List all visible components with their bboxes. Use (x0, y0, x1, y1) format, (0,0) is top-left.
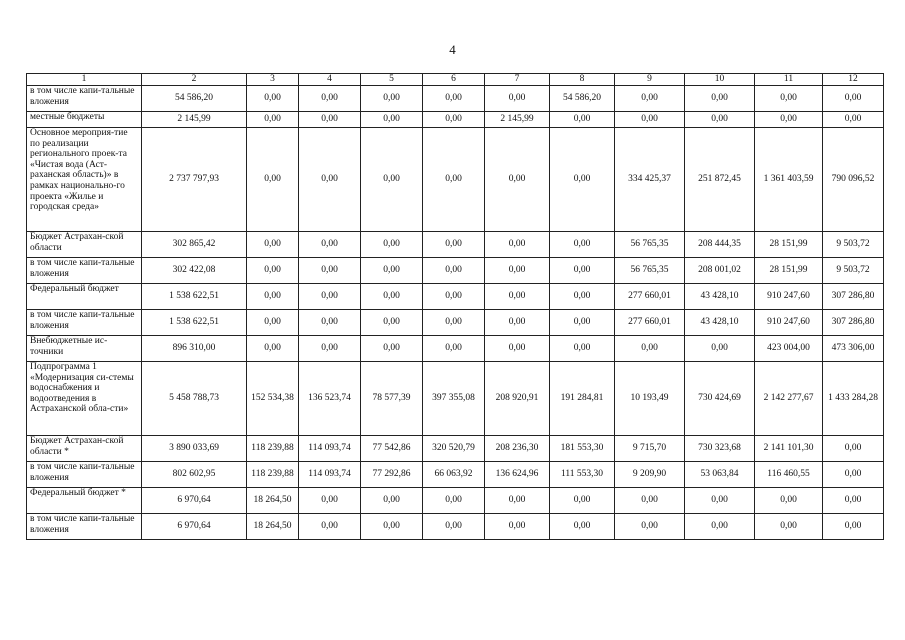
value-cell: 0,00 (823, 488, 884, 514)
value-cell: 0,00 (823, 462, 884, 488)
table-row (27, 232, 884, 258)
value-cell: 56 765,35 (615, 258, 685, 284)
value-cell: 0,00 (550, 336, 615, 362)
value-cell: 0,00 (550, 258, 615, 284)
column-number: 7 (485, 74, 550, 86)
value-cell: 0,00 (247, 310, 299, 336)
column-number: 8 (550, 74, 615, 86)
table-row (27, 336, 884, 362)
value-cell: 0,00 (247, 258, 299, 284)
value-cell: 0,00 (485, 128, 550, 232)
value-cell: 0,00 (485, 284, 550, 310)
budget-table (26, 73, 884, 540)
value-cell: 0,00 (485, 310, 550, 336)
table-row (27, 362, 884, 436)
value-cell: 307 286,80 (823, 310, 884, 336)
value-cell: 0,00 (823, 112, 884, 128)
value-cell: 334 425,37 (615, 128, 685, 232)
value-cell: 0,00 (361, 488, 423, 514)
column-number: 11 (755, 74, 823, 86)
value-cell: 0,00 (423, 112, 485, 128)
value-cell: 302 865,42 (142, 232, 247, 258)
table-row (27, 284, 884, 310)
value-cell: 473 306,00 (823, 336, 884, 362)
value-cell: 152 534,38 (247, 362, 299, 436)
table-row (27, 310, 884, 336)
value-cell: 1 361 403,59 (755, 128, 823, 232)
value-cell: 0,00 (299, 112, 361, 128)
value-cell: 28 151,99 (755, 232, 823, 258)
value-cell: 1 538 622,51 (142, 310, 247, 336)
value-cell: 136 523,74 (299, 362, 361, 436)
table-row (27, 514, 884, 540)
value-cell: 0,00 (685, 86, 755, 112)
table-row (27, 462, 884, 488)
value-cell: 0,00 (299, 232, 361, 258)
value-cell: 0,00 (299, 86, 361, 112)
value-cell: 910 247,60 (755, 284, 823, 310)
value-cell: 0,00 (361, 232, 423, 258)
value-cell: 0,00 (485, 336, 550, 362)
value-cell: 0,00 (550, 488, 615, 514)
value-cell: 181 553,30 (550, 436, 615, 462)
value-cell: 77 292,86 (361, 462, 423, 488)
value-cell: 54 586,20 (550, 86, 615, 112)
value-cell: 208 444,35 (685, 232, 755, 258)
row-label: Федеральный бюджет (27, 284, 142, 310)
value-cell: 0,00 (423, 514, 485, 540)
value-cell: 0,00 (615, 488, 685, 514)
value-cell: 10 193,49 (615, 362, 685, 436)
value-cell: 0,00 (755, 514, 823, 540)
value-cell: 423 004,00 (755, 336, 823, 362)
value-cell: 0,00 (361, 336, 423, 362)
value-cell: 0,00 (361, 258, 423, 284)
column-number: 4 (299, 74, 361, 86)
value-cell: 9 503,72 (823, 232, 884, 258)
value-cell: 397 355,08 (423, 362, 485, 436)
value-cell: 1 538 622,51 (142, 284, 247, 310)
value-cell: 0,00 (299, 310, 361, 336)
value-cell: 0,00 (247, 336, 299, 362)
value-cell: 0,00 (361, 128, 423, 232)
value-cell: 28 151,99 (755, 258, 823, 284)
value-cell: 0,00 (823, 86, 884, 112)
value-cell: 0,00 (299, 258, 361, 284)
value-cell: 0,00 (615, 86, 685, 112)
row-label: в том числе капи-тальные вложения (27, 462, 142, 488)
value-cell: 0,00 (361, 86, 423, 112)
value-cell: 0,00 (550, 514, 615, 540)
table-row (27, 128, 884, 232)
value-cell: 307 286,80 (823, 284, 884, 310)
row-label: Федеральный бюджет * (27, 488, 142, 514)
value-cell: 0,00 (485, 514, 550, 540)
value-cell: 730 323,68 (685, 436, 755, 462)
value-cell: 302 422,08 (142, 258, 247, 284)
value-cell: 0,00 (423, 232, 485, 258)
value-cell: 910 247,60 (755, 310, 823, 336)
column-number: 10 (685, 74, 755, 86)
value-cell: 2 145,99 (142, 112, 247, 128)
value-cell: 43 428,10 (685, 310, 755, 336)
value-cell: 114 093,74 (299, 436, 361, 462)
value-cell: 277 660,01 (615, 310, 685, 336)
value-cell: 0,00 (299, 488, 361, 514)
value-cell: 0,00 (550, 284, 615, 310)
value-cell: 0,00 (485, 86, 550, 112)
column-number: 5 (361, 74, 423, 86)
column-number: 12 (823, 74, 884, 86)
value-cell: 0,00 (423, 258, 485, 284)
value-cell: 0,00 (423, 128, 485, 232)
value-cell: 896 310,00 (142, 336, 247, 362)
value-cell: 790 096,52 (823, 128, 884, 232)
page-number: 4 (449, 42, 456, 57)
column-number: 2 (142, 74, 247, 86)
value-cell: 0,00 (485, 232, 550, 258)
value-cell: 114 093,74 (299, 462, 361, 488)
column-number: 6 (423, 74, 485, 86)
value-cell: 208 920,91 (485, 362, 550, 436)
value-cell: 9 209,90 (615, 462, 685, 488)
value-cell: 53 063,84 (685, 462, 755, 488)
table-row (27, 258, 884, 284)
value-cell: 18 264,50 (247, 514, 299, 540)
value-cell: 0,00 (823, 436, 884, 462)
value-cell: 0,00 (299, 284, 361, 310)
value-cell: 0,00 (247, 284, 299, 310)
value-cell: 0,00 (485, 258, 550, 284)
value-cell: 0,00 (823, 514, 884, 540)
value-cell: 54 586,20 (142, 86, 247, 112)
value-cell: 0,00 (615, 112, 685, 128)
value-cell: 2 141 101,30 (755, 436, 823, 462)
value-cell: 2 737 797,93 (142, 128, 247, 232)
table-row (27, 112, 884, 128)
value-cell: 0,00 (485, 488, 550, 514)
value-cell: 9 715,70 (615, 436, 685, 462)
value-cell: 208 001,02 (685, 258, 755, 284)
value-cell: 0,00 (423, 310, 485, 336)
value-cell: 0,00 (299, 336, 361, 362)
value-cell: 0,00 (423, 336, 485, 362)
value-cell: 191 284,81 (550, 362, 615, 436)
row-label: местные бюджеты (27, 112, 142, 128)
value-cell: 0,00 (247, 86, 299, 112)
value-cell: 66 063,92 (423, 462, 485, 488)
row-label: Основное мероприя-тие по реализации регионального проек-та «Чистая вода (Аст-раханская область)» в рамках национально-го проекта «Жилье и городская среда» (27, 128, 142, 232)
value-cell: 0,00 (361, 284, 423, 310)
column-number: 1 (27, 74, 142, 86)
value-cell: 802 602,95 (142, 462, 247, 488)
value-cell: 0,00 (550, 128, 615, 232)
value-cell: 2 142 277,67 (755, 362, 823, 436)
column-number: 3 (247, 74, 299, 86)
value-cell: 136 624,96 (485, 462, 550, 488)
value-cell: 116 460,55 (755, 462, 823, 488)
value-cell: 0,00 (361, 310, 423, 336)
row-label: Подпрограмма 1 «Модернизация си-стемы водоснабжения и водоотведения в Астраханской обла-сти» (27, 362, 142, 436)
table-row (27, 86, 884, 112)
value-cell: 0,00 (423, 284, 485, 310)
value-cell: 0,00 (247, 112, 299, 128)
value-cell: 0,00 (361, 514, 423, 540)
value-cell: 5 458 788,73 (142, 362, 247, 436)
value-cell: 0,00 (615, 514, 685, 540)
value-cell: 0,00 (685, 112, 755, 128)
value-cell: 118 239,88 (247, 462, 299, 488)
value-cell: 0,00 (685, 336, 755, 362)
value-cell: 0,00 (550, 112, 615, 128)
value-cell: 0,00 (550, 232, 615, 258)
value-cell: 0,00 (247, 128, 299, 232)
value-cell: 3 890 033,69 (142, 436, 247, 462)
value-cell: 0,00 (755, 112, 823, 128)
row-label: Внебюджетные ис-точники (27, 336, 142, 362)
row-label: Бюджет Астрахан-ской области * (27, 436, 142, 462)
value-cell: 0,00 (685, 514, 755, 540)
table-row (27, 436, 884, 462)
value-cell: 208 236,30 (485, 436, 550, 462)
value-cell: 43 428,10 (685, 284, 755, 310)
row-label: в том числе капи-тальные вложения (27, 86, 142, 112)
column-number: 9 (615, 74, 685, 86)
value-cell: 78 577,39 (361, 362, 423, 436)
value-cell: 0,00 (685, 488, 755, 514)
value-cell: 0,00 (361, 112, 423, 128)
row-label: Бюджет Астрахан-ской области (27, 232, 142, 258)
value-cell: 6 970,64 (142, 488, 247, 514)
value-cell: 251 872,45 (685, 128, 755, 232)
value-cell: 277 660,01 (615, 284, 685, 310)
value-cell: 111 553,30 (550, 462, 615, 488)
value-cell: 0,00 (299, 514, 361, 540)
row-label: в том числе капи-тальные вложения (27, 310, 142, 336)
value-cell: 730 424,69 (685, 362, 755, 436)
value-cell: 0,00 (550, 310, 615, 336)
value-cell: 1 433 284,28 (823, 362, 884, 436)
value-cell: 0,00 (755, 488, 823, 514)
column-number-row (27, 74, 884, 86)
value-cell: 56 765,35 (615, 232, 685, 258)
value-cell: 18 264,50 (247, 488, 299, 514)
value-cell: 320 520,79 (423, 436, 485, 462)
value-cell: 0,00 (615, 336, 685, 362)
value-cell: 9 503,72 (823, 258, 884, 284)
value-cell: 118 239,88 (247, 436, 299, 462)
value-cell: 0,00 (423, 488, 485, 514)
row-label: в том числе капи-тальные вложения (27, 514, 142, 540)
row-label: в том числе капи-тальные вложения (27, 258, 142, 284)
value-cell: 6 970,64 (142, 514, 247, 540)
value-cell: 0,00 (755, 86, 823, 112)
value-cell: 2 145,99 (485, 112, 550, 128)
table-row (27, 488, 884, 514)
value-cell: 0,00 (247, 232, 299, 258)
value-cell: 0,00 (299, 128, 361, 232)
value-cell: 77 542,86 (361, 436, 423, 462)
value-cell: 0,00 (423, 86, 485, 112)
